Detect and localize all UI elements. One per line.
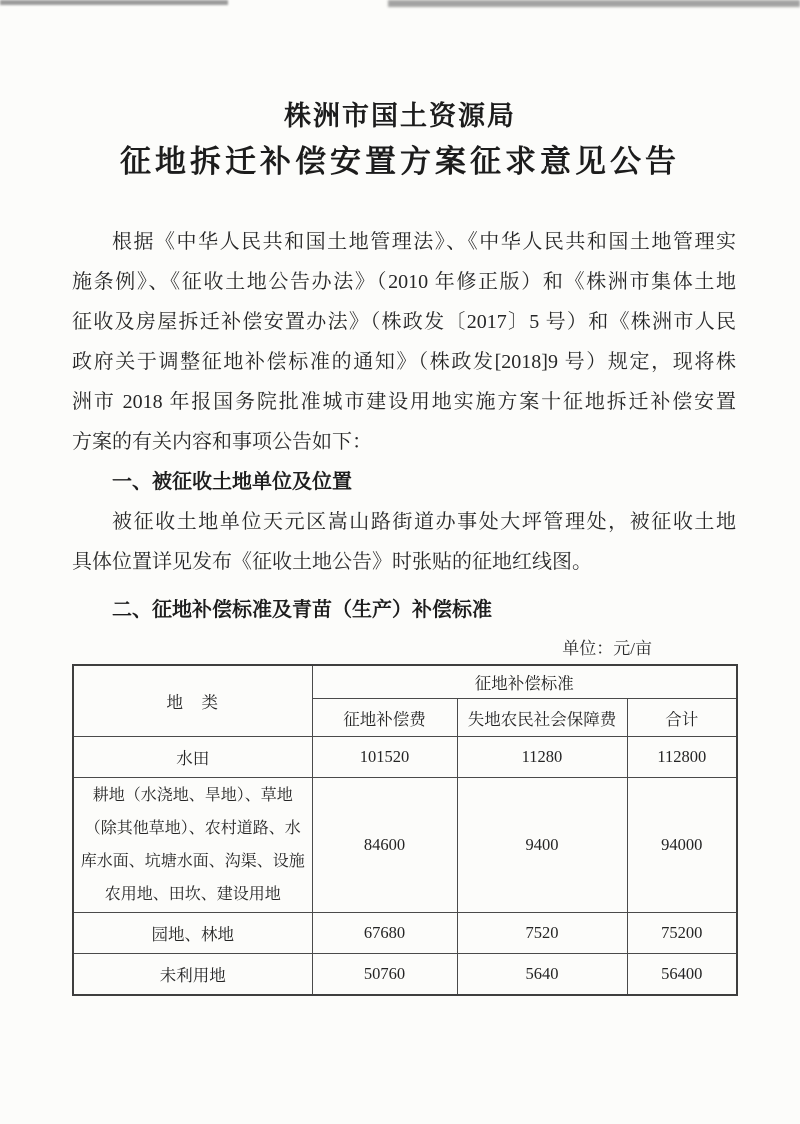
section-1-heading: 一、被征收土地单位及位置 bbox=[112, 471, 352, 493]
cell-total: 112800 bbox=[627, 737, 737, 778]
header-standard-group: 征地补偿标准 bbox=[312, 665, 737, 699]
cell-compensation: 67680 bbox=[312, 913, 457, 954]
intro-line-4: 政府关于调整征地补偿标准的通知》（株政发[2018]9 号）规定，现将株 bbox=[72, 351, 736, 373]
cell-social-security: 7520 bbox=[457, 913, 627, 954]
title-line-2: 征地拆迁补偿安置方案征求意见公告 bbox=[120, 144, 680, 179]
cell-social-security: 9400 bbox=[457, 778, 627, 913]
table-header-row-1 bbox=[73, 665, 737, 699]
section-1-line-2: 具体位置详见发布《征收土地公告》时张贴的征地红线图。 bbox=[72, 551, 592, 573]
cell-social-security: 5640 bbox=[457, 954, 627, 996]
intro-line-2: 施条例》、《征收土地公告办法》（2010 年修正版）和《株洲市集体土地 bbox=[72, 271, 736, 293]
scan-artifact-right bbox=[388, 0, 800, 7]
scan-artifact-left bbox=[0, 0, 228, 5]
table-unit-label: 单位：元/亩 bbox=[562, 639, 652, 658]
cell-land-type: 水田 bbox=[73, 737, 312, 778]
intro-line-6: 方案的有关内容和事项公告如下： bbox=[72, 431, 372, 453]
cell-land-type: 未利用地 bbox=[73, 954, 312, 996]
cell-total: 94000 bbox=[627, 778, 737, 913]
cell-social-security: 11280 bbox=[457, 737, 627, 778]
intro-line-3: 征收及房屋拆迁补偿安置办法》（株政发〔2017〕5 号）和《株洲市人民 bbox=[72, 311, 736, 333]
cell-land-type: 耕地（水浇地、旱地）、草地（除其他草地）、农村道路、水库水面、坑塘水面、沟渠、设施农用地、田坎、建设用地 bbox=[73, 778, 312, 913]
compensation-table bbox=[72, 664, 738, 996]
document-title bbox=[0, 94, 800, 186]
cell-total: 56400 bbox=[627, 954, 737, 996]
header-total: 合计 bbox=[627, 699, 737, 737]
table-row-farmland bbox=[73, 778, 737, 913]
header-land-type: 地 类 bbox=[73, 665, 312, 737]
table-row-paddy-field bbox=[73, 737, 737, 778]
section-1-line-1: 被征收土地单位天元区嵩山路街道办事处大坪管理处，被征收土地 bbox=[112, 511, 736, 533]
intro-line-5: 洲市 2018 年报国务院批准城市建设用地实施方案十征地拆迁补偿安置 bbox=[72, 391, 736, 413]
intro-line-1: 根据《中华人民共和国土地管理法》、《中华人民共和国土地管理实 bbox=[112, 231, 736, 253]
header-compensation-fee: 征地补偿费 bbox=[312, 699, 457, 737]
table-row-garden-forest bbox=[73, 913, 737, 954]
cell-land-type: 园地、林地 bbox=[73, 913, 312, 954]
document-body bbox=[72, 222, 736, 996]
cell-compensation: 50760 bbox=[312, 954, 457, 996]
title-line-1: 株洲市国土资源局 bbox=[284, 101, 516, 131]
cell-compensation: 101520 bbox=[312, 737, 457, 778]
table-row-unused-land bbox=[73, 954, 737, 996]
cell-total: 75200 bbox=[627, 913, 737, 954]
cell-compensation: 84600 bbox=[312, 778, 457, 913]
section-2-heading: 二、征地补偿标准及青苗（生产）补偿标准 bbox=[112, 599, 492, 621]
header-social-security-fee: 失地农民社会保障费 bbox=[457, 699, 627, 737]
